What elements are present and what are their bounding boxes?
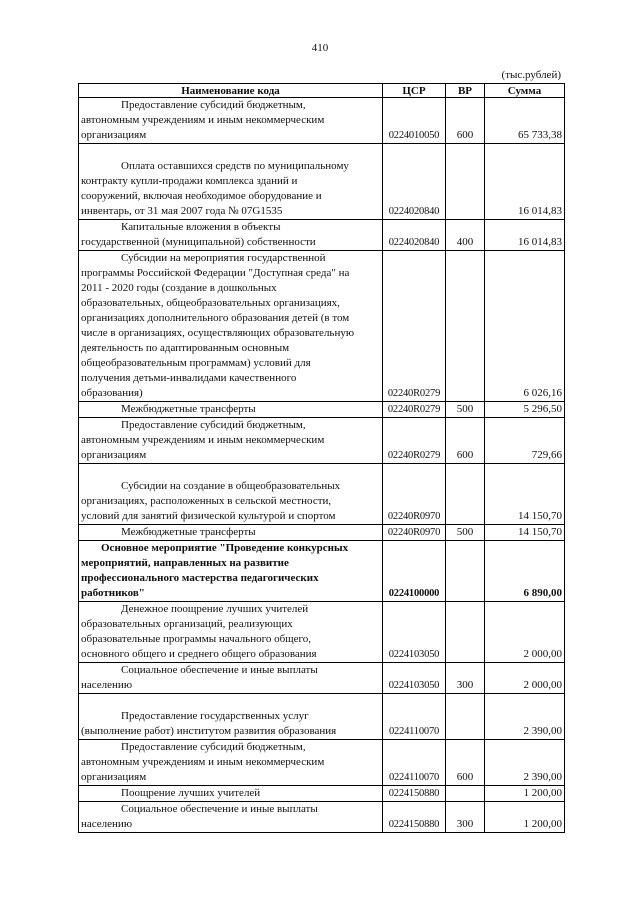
row-vr-cell: 300 bbox=[446, 663, 485, 694]
row-name-line: образовательных организаций, реализующих bbox=[81, 618, 293, 630]
header-csr: ЦСР bbox=[383, 84, 446, 98]
row-name-line: Предоставление государственных услуг bbox=[121, 710, 309, 722]
row-name-line: контракту купли-продажи комплекса зданий и bbox=[81, 175, 298, 187]
row-name-line: организациях дополнительного образования детей (в том bbox=[81, 312, 350, 324]
row-name-line: населению bbox=[81, 679, 133, 691]
row-name-cell bbox=[79, 694, 383, 740]
row-name-line bbox=[81, 144, 380, 159]
row-name-line bbox=[81, 694, 380, 709]
row-name-line: общеобразовательным программам) условий для bbox=[81, 357, 311, 369]
table-row bbox=[79, 144, 565, 220]
row-name-line: Субсидии на создание в общеобразовательных bbox=[121, 480, 341, 492]
row-sum-cell: 16 014,83 bbox=[485, 220, 565, 251]
row-name-cell bbox=[79, 418, 383, 464]
row-vr-cell: 600 bbox=[446, 418, 485, 464]
row-name-line: Социальное обеспечение и иные выплаты bbox=[121, 803, 318, 815]
row-name-cell bbox=[79, 251, 383, 402]
row-name-line: сооружений, включая необходимое оборудование и bbox=[81, 190, 322, 202]
table-row bbox=[79, 602, 565, 663]
row-name-line: Поощрение лучших учителей bbox=[121, 787, 261, 799]
row-name-line: государственной (муниципальной) собственности bbox=[81, 236, 316, 248]
row-csr-cell: 0224110070 bbox=[383, 740, 446, 786]
row-name-line: инвентарь, от 31 мая 2007 года № 07G1535 bbox=[81, 205, 283, 217]
row-name-line: Предоставление субсидий бюджетным, bbox=[121, 741, 306, 753]
budget-table bbox=[78, 83, 565, 833]
row-name-cell bbox=[79, 98, 383, 144]
row-sum-cell: 16 014,83 bbox=[485, 144, 565, 220]
row-name-line: образования) bbox=[81, 387, 143, 399]
row-csr-cell: 0224103050 bbox=[383, 602, 446, 663]
row-name-line: организациям bbox=[81, 771, 147, 783]
row-sum-cell: 5 296,50 bbox=[485, 402, 565, 418]
row-sum-cell: 14 150,70 bbox=[485, 464, 565, 525]
row-name-line: Оплата оставшихся средств по муниципальному bbox=[121, 160, 349, 172]
row-vr-cell: 600 bbox=[446, 98, 485, 144]
row-name-line: Основное мероприятие "Проведение конкурсных bbox=[101, 542, 349, 554]
table-row bbox=[79, 694, 565, 740]
table-row bbox=[79, 464, 565, 525]
row-csr-cell: 0224020840 bbox=[383, 220, 446, 251]
table-row bbox=[79, 802, 565, 833]
row-csr-cell: 0224110070 bbox=[383, 694, 446, 740]
row-sum-cell: 6 026,16 bbox=[485, 251, 565, 402]
row-name-cell bbox=[79, 220, 383, 251]
row-csr-cell: 02240R0279 bbox=[383, 402, 446, 418]
row-csr-cell: 02240R0279 bbox=[383, 251, 446, 402]
row-vr-cell bbox=[446, 786, 485, 802]
row-csr-cell: 02240R0279 bbox=[383, 418, 446, 464]
row-sum-cell: 2 000,00 bbox=[485, 602, 565, 663]
row-vr-cell bbox=[446, 251, 485, 402]
row-csr-cell: 0224150880 bbox=[383, 786, 446, 802]
table-row bbox=[79, 98, 565, 144]
row-name-line: образовательных, общеобразовательных организациях, bbox=[81, 297, 340, 309]
table-row bbox=[79, 740, 565, 786]
row-vr-cell: 500 bbox=[446, 402, 485, 418]
row-csr-cell: 02240R0970 bbox=[383, 525, 446, 541]
row-name-line: работников" bbox=[81, 587, 145, 599]
table-row bbox=[79, 220, 565, 251]
table-header-row bbox=[79, 84, 565, 98]
header-vr: ВР bbox=[446, 84, 485, 98]
row-sum-cell: 65 733,38 bbox=[485, 98, 565, 144]
row-vr-cell bbox=[446, 694, 485, 740]
row-sum-cell: 729,66 bbox=[485, 418, 565, 464]
row-name-line: получения детьми-инвалидами качественного bbox=[81, 372, 297, 384]
row-sum-cell: 1 200,00 bbox=[485, 802, 565, 833]
row-name-line: числе в организациях, осуществляющих образовательную bbox=[81, 327, 355, 339]
row-name-line: организациям bbox=[81, 129, 147, 141]
row-name-line: (выполнение работ) институтом развития образования bbox=[81, 725, 337, 737]
row-name-cell bbox=[79, 144, 383, 220]
row-name-line: 2011 - 2020 годы (создание в дошкольных bbox=[81, 282, 277, 294]
row-vr-cell bbox=[446, 602, 485, 663]
row-sum-cell: 14 150,70 bbox=[485, 525, 565, 541]
row-csr-cell: 0224150880 bbox=[383, 802, 446, 833]
row-name-line: программы Российской Федерации "Доступная среда" на bbox=[81, 267, 350, 279]
row-name-cell bbox=[79, 786, 383, 802]
row-name-cell bbox=[79, 740, 383, 786]
header-sum: Сумма bbox=[485, 84, 565, 98]
row-name-line: образовательные программы начального общего, bbox=[81, 633, 312, 645]
table-row bbox=[79, 418, 565, 464]
row-name-line: мероприятий, направленных на развитие bbox=[81, 557, 289, 569]
row-csr-cell: 0224020840 bbox=[383, 144, 446, 220]
row-name-line: Межбюджетные трансферты bbox=[121, 526, 256, 538]
row-name-cell bbox=[79, 541, 383, 602]
row-name-line: профессионального мастерства педагогических bbox=[81, 572, 319, 584]
row-name-line: Предоставление субсидий бюджетным, bbox=[121, 99, 306, 111]
row-sum-cell: 6 890,00 bbox=[485, 541, 565, 602]
row-name-cell bbox=[79, 464, 383, 525]
table-row bbox=[79, 786, 565, 802]
row-vr-cell bbox=[446, 464, 485, 525]
row-vr-cell: 600 bbox=[446, 740, 485, 786]
row-name-line: организациях, расположенных в сельской местности, bbox=[81, 495, 332, 507]
row-name-line: Межбюджетные трансферты bbox=[121, 403, 256, 415]
table-row bbox=[79, 525, 565, 541]
row-vr-cell: 500 bbox=[446, 525, 485, 541]
row-name-line: основного общего и среднего общего образования bbox=[81, 648, 317, 660]
row-name-line: Капитальные вложения в объекты bbox=[121, 221, 281, 233]
row-vr-cell bbox=[446, 144, 485, 220]
row-name-cell bbox=[79, 602, 383, 663]
row-name-line: Денежное поощрение лучших учителей bbox=[121, 603, 309, 615]
row-csr-cell: 0224103050 bbox=[383, 663, 446, 694]
row-csr-cell: 0224010050 bbox=[383, 98, 446, 144]
row-name-line: Предоставление субсидий бюджетным, bbox=[121, 419, 306, 431]
row-sum-cell: 2 390,00 bbox=[485, 740, 565, 786]
row-name-line: автономным учреждениям и иным некоммерческим bbox=[81, 114, 325, 126]
units-label: (тыс.рублей) bbox=[501, 69, 561, 81]
row-name-line: организациям bbox=[81, 449, 147, 461]
table-row bbox=[79, 663, 565, 694]
row-name-cell bbox=[79, 402, 383, 418]
table-row bbox=[79, 541, 565, 602]
row-name-cell bbox=[79, 802, 383, 833]
row-name-line: населению bbox=[81, 818, 133, 830]
row-name-line: автономным учреждениям и иным некоммерческим bbox=[81, 756, 325, 768]
row-name-line: условий для занятий физической культурой и спортом bbox=[81, 510, 336, 522]
row-csr-cell: 0224100000 bbox=[383, 541, 446, 602]
row-name-line: деятельность по адаптированным основным bbox=[81, 342, 290, 354]
row-name-cell bbox=[79, 525, 383, 541]
row-vr-cell bbox=[446, 541, 485, 602]
row-vr-cell: 300 bbox=[446, 802, 485, 833]
header-name: Наименование кода bbox=[79, 84, 383, 98]
row-name-line: Субсидии на мероприятия государственной bbox=[121, 252, 326, 264]
page-number: 410 bbox=[311, 42, 329, 54]
table-row bbox=[79, 251, 565, 402]
row-name-cell bbox=[79, 663, 383, 694]
row-sum-cell: 2 000,00 bbox=[485, 663, 565, 694]
row-vr-cell: 400 bbox=[446, 220, 485, 251]
row-name-line: автономным учреждениям и иным некоммерческим bbox=[81, 434, 325, 446]
row-sum-cell: 2 390,00 bbox=[485, 694, 565, 740]
row-name-line bbox=[81, 464, 380, 479]
row-csr-cell: 02240R0970 bbox=[383, 464, 446, 525]
row-name-line: Социальное обеспечение и иные выплаты bbox=[121, 664, 318, 676]
row-sum-cell: 1 200,00 bbox=[485, 786, 565, 802]
table-row bbox=[79, 402, 565, 418]
